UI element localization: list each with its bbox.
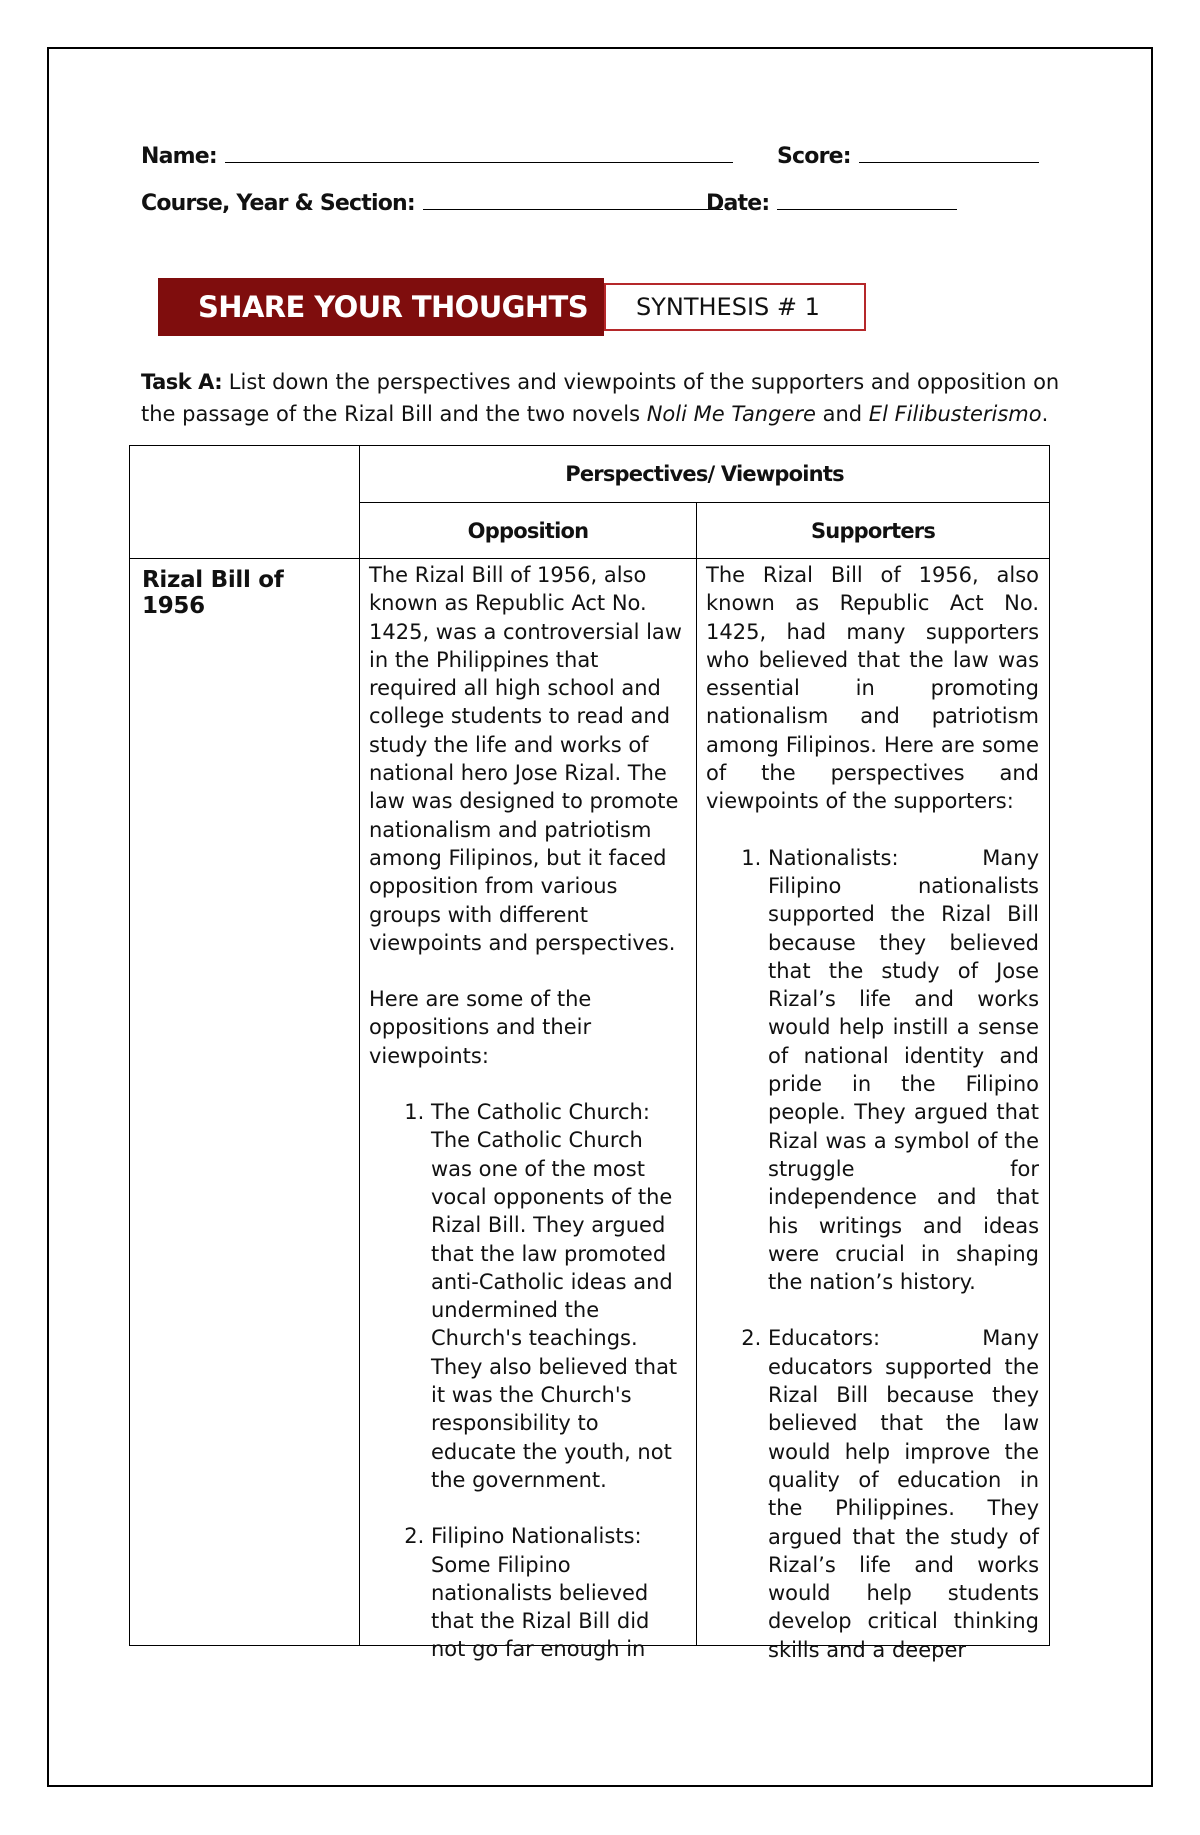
- opposition-lead: Here are some of the oppositions and their viewpoints:: [369, 987, 592, 1068]
- list-item: 1. The Catholic Church: The Catholic Church was one of the most vocal opponents of the Rizal Bill. They argued that the law promoted anti-Catholic ideas and undermined the Church's teachings. They also believed that it was the Church's responsibility to educate the youth, not the government.: [431, 1098, 686, 1494]
- col-header-opposition: Opposition: [360, 503, 697, 559]
- task-instructions: [141, 366, 1061, 430]
- perspectives-table: [129, 445, 1050, 1662]
- table-corner-cell: [130, 446, 360, 559]
- banner-title: SHARE YOUR THOUGHTS: [198, 290, 589, 324]
- name-field[interactable]: [141, 144, 733, 169]
- score-label: Score:: [777, 144, 851, 169]
- date-label: Date:: [706, 191, 770, 216]
- list-item: 1. Nationalists: Many Filipino nationalists supported the Rizal Bill because they believed that the study of Jose Rizal’s life and works would help instill a sense of national identity and pride in the Filipino people. They argued that Rizal was a symbol of the struggle for independence and that his writings and ideas were crucial in shaping the nation’s history.: [768, 844, 1039, 1297]
- group-header: Perspectives/ Viewpoints: [360, 446, 1050, 503]
- opposition-list: [369, 1098, 686, 1664]
- novel-noli: Noli Me Tangere: [646, 402, 816, 426]
- score-blank[interactable]: [859, 144, 1039, 163]
- score-field[interactable]: [777, 144, 1039, 169]
- task-and: and: [815, 402, 869, 426]
- name-blank[interactable]: [225, 144, 733, 163]
- supporters-intro: The Rizal Bill of 1956, also known as Republic Act No. 1425, had many supporters who believed that the law was essential in promoting nationalism and patriotism among Filipinos. Here are some of the perspectives and viewpoints of the supporters:: [706, 563, 1040, 814]
- novel-fili: El Filibusterismo: [868, 402, 1042, 426]
- list-item: 2. Educators: Many educators supported the Rizal Bill because they believed that the law would help improve the quality of education in the Philippines. They argued that the study of Rizal’s life and works would help students develop critical thinking skills and a deeper: [768, 1324, 1039, 1664]
- synthesis-label: SYNTHESIS # 1: [636, 293, 820, 321]
- supporters-list: [706, 844, 1039, 1664]
- course-field[interactable]: [141, 191, 723, 216]
- date-blank[interactable]: [777, 191, 957, 210]
- supporters-cell: [697, 559, 1050, 1662]
- task-label: Task A:: [141, 370, 223, 394]
- opposition-cell: [360, 559, 697, 1662]
- course-blank[interactable]: [423, 191, 723, 210]
- row-label: Rizal Bill of 1956: [130, 559, 360, 1646]
- opposition-intro: The Rizal Bill of 1956, also known as Republic Act No. 1425, was a controversial law in the Philippines that required all high school and college students to read and study the life and works of national hero Jose Rizal. The law was designed to promote nationalism and patriotism among Filipinos, but it faced opposition from various groups with different viewpoints and perspectives.: [369, 563, 682, 955]
- date-field[interactable]: [706, 191, 957, 216]
- task-end: .: [1041, 402, 1049, 426]
- col-header-supporters: Supporters: [697, 503, 1050, 559]
- share-thoughts-banner: [158, 278, 604, 336]
- course-label: Course, Year & Section:: [141, 191, 415, 216]
- list-item: 2. Filipino Nationalists: Some Filipino nationalists believed that the Rizal Bill did not go far enough in: [431, 1522, 686, 1663]
- synthesis-box: [604, 283, 866, 331]
- task-text: List down the perspectives and viewpoints of the supporters and opposition on the passage of the Rizal Bill and the two novels: [141, 370, 1060, 426]
- name-label: Name:: [141, 144, 217, 169]
